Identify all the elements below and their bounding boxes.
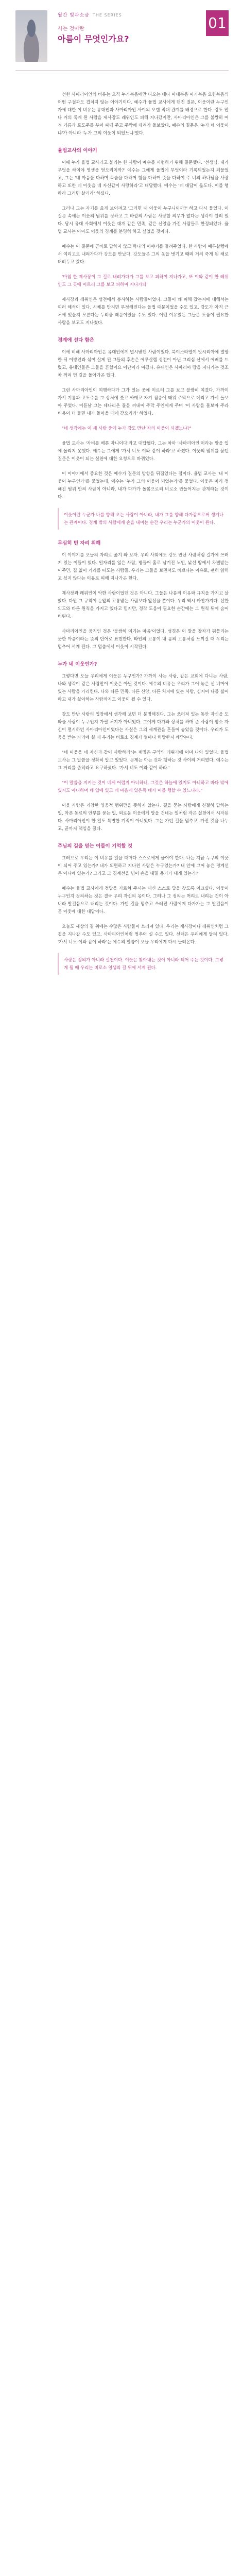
section-heading: 율법교사의 이야기 xyxy=(58,148,97,154)
body-paragraph: 이웃 사랑은 거창한 영웅적 행위만을 뜻하지 않는다. 길을 묻는 사람에게 친절히 답하는 일, 아픈 동료의 안부를 묻는 일, 외로운 이웃에게 말을 건네는 일처럼 작은 실천에서 시작된다. 사마리아인이 한 일도 특별한 기적이 아니었다. 그는 가던 길을 멈추고, 가진 것을 나누고, 끝까지 책임을 졌다. xyxy=(58,803,229,831)
section-heading: 경계에 선다 함은 xyxy=(58,337,94,343)
pull-quote: 이웃이란 누군가 나를 향해 오는 사람이 아니라, 내가 그를 향해 다가감으로써 생겨나는 관계이다. 경계 밖의 사람에게 손을 내미는 순간 우리는 누군가의 이웃이 된다. xyxy=(58,508,229,530)
body-paragraph: 오늘도 세상의 길 위에는 수많은 사람들이 쓰러져 있다. 우리는 제사장이나 레위인처럼 그 곁을 지나갈 수도 있고, 사마리아인처럼 멈추어 설 수도 있다. 선택은 우리에게 달려 있다. '가서 너도 이와 같이 하라'는 예수의 말씀이 오늘 우리에게 다시 들려온다. xyxy=(58,924,229,944)
body-paragraph: 사마리아인을 움직인 것은 '불쌍히 여기는 마음'이었다. 성경은 이 말을 창자가 뒤틀리는 듯한 아픔이라는 뜻의 단어로 표현한다. 타인의 고통이 내 몸의 고통처럼 느껴질 때 우리는 멈추어 서게 된다. 그 멈춤에서 이웃이 시작된다. xyxy=(58,629,229,649)
body-paragraph: 제사장과 레위인은 성전에서 봉사하는 사람들이었다. 그들이 왜 피해 갔는지에 대해서는 여러 해석이 있다. 시체를 만지면 부정해진다는 율법 때문이었을 수도 있고, 강도가 아직 근처에 있을지 모른다는 두려움 때문이었을 수도 있다. 어떤 이유였든 그들은 도움이 필요한 사람을 보고도 지나쳤다. xyxy=(58,297,229,325)
series-kicker xyxy=(58,11,197,18)
body-paragraph: 그런 사마리아인이 여행하다가 그가 있는 곳에 이르러 그를 보고 불쌍히 여겼다. 가까이 가서 기름과 포도주를 그 상처에 붓고 싸매고 자기 짐승에 태워 주막으로 데리고 가서 돌보아 주었다. 이튿날 그는 데나리온 둘을 꺼내어 주막 주인에게 주며 '이 사람을 돌보아 주라 비용이 더 들면 내가 돌아올 때에 갚으리라' 하였다. xyxy=(58,387,229,416)
body-paragraph: "네 이웃을 네 자신과 같이 사랑하라"는 계명은 구약의 레위기에 이미 나와 있었다. 율법 교사는 그 말씀을 정확히 알고 있었다. 문제는 아는 것과 행하는 것 사이의 거리였다. 예수는 그 거리를 좁히라고 요구하셨다. '가서 너도 이와 같이 하라.' xyxy=(58,750,229,770)
body-paragraph: 이에 비해 사마리아인은 유대인에게 멸시받던 사람이었다. 북이스라엘이 앗시리아에 멸망한 뒤 이방인과 섞여 살게 된 그들의 후손은 예루살렘 성전이 아닌 그리심 산에서 예배를 드렸고, 유대인들은 그들을 혼혈이요 이단이라 여겼다. 유대인은 사마리아 땅을 지나가는 것조차 꺼려 먼 길을 돌아가곤 했다. xyxy=(58,349,229,378)
body-paragraph: 예수는 이 질문에 곧바로 답하지 않고 하나의 이야기를 들려주었다. 한 사람이 예루살렘에서 여리고로 내려가다가 강도를 만났다. 강도들은 그의 옷을 벗기고 때려 거의 죽게 된 채로 버려두고 갔다. xyxy=(58,244,229,264)
body-paragraph: 강도 만난 사람의 입장에서 생각해 보면 더 분명해진다. 그는 쓰러져 있는 동안 자신을 도와줄 사람이 누구인지 가릴 처지가 아니었다. 그에게 다가와 상처를 싸매 준 사람이 평소 자신이 멸시하던 사마리아인이었다는 사실은 그의 세계관을 흔들어 놓았을 것이다. 우리가 도움을 받는 자리에 설 때 우리는 비로소 경계가 얼마나 허망한지 깨닫는다. xyxy=(58,711,229,740)
section-heading: 주님의 길을 믿는 이들이 기억할 것 xyxy=(58,843,133,849)
chapter-number-badge: 01 xyxy=(206,10,229,36)
body-paragraph: 그러나 그는 자기를 옳게 보이려고 '그러면 내 이웃이 누구니이까?' 하고 다시 물었다. 이 질문 속에는 이웃의 범위를 정하고 그 바깥의 사람은 사랑할 의무가 없다는 생각이 깔려 있다. 당시 유대 사회에서 이웃은 대개 같은 민족, 같은 신앙을 가진 사람들로 한정되었다. 율법 교사는 아마도 이웃의 경계를 분명히 하고 싶었을 것이다. xyxy=(58,206,229,234)
body-paragraph: 선한 사마리아인의 비유는 오직 누가복음에만 나오는 데다 마태복음 마가복음 요한복음의 어떤 구절과도 겹치지 않는 이야기이다. 예수가 율법 교사에게 던진 질문, 이웃이란 누구인가에 대한 이 비유는 유대인과 사마리아인 사이의 오랜 적대 관계를 배경으로 한다. 강도 만나 거의 죽게 된 사람을 제사장도 레위인도 피해 지나갔지만, 사마리아인은 그를 불쌍히 여겨 기름과 포도주를 부어 싸매 주고 주막에 데려가 돌보았다. 예수의 질문은 '누가 네 이웃이냐'가 아니라 '누가 그의 이웃이 되었느냐'였다. xyxy=(58,92,229,135)
header-titles xyxy=(58,11,197,44)
section-heading: 무심히 빈 자리 위해 xyxy=(58,540,101,546)
scripture-quote: '마침 한 제사장이 그 길로 내려가다가 그를 보고 피하여 지나가고, 또 이와 같이 한 레위인도 그 곳에 이르러 그를 보고 피하여 지나가되' xyxy=(58,274,229,287)
article-title: 아름이 무엇인가요? xyxy=(58,34,129,44)
section-heading: 누가 네 이웃인가? xyxy=(58,662,97,667)
series-label: THE SERIES xyxy=(93,13,122,18)
body-paragraph: 예수는 율법 교사에게 정답을 가르쳐 주시는 대신 스스로 답을 찾도록 이끄셨다. 이웃이 누구인지 정의하는 것은 결국 우리 자신의 몫이다. 그러나 그 정의는 머리로 내리는 것이 아니라 발걸음으로 내리는 것이다. 가던 길을 멈추고 쓰러진 사람에게 다가가는 그 발걸음이 곧 이웃에 대한 대답이다. xyxy=(58,886,229,914)
body-paragraph: 이 이야기에서 중요한 것은 예수가 질문의 방향을 뒤집었다는 점이다. 율법 교사는 '내 이웃이 누구인가'를 물었는데, 예수는 '누가 그의 이웃이 되었는가'를 물었다. 이웃은 미리 정해진 범위 안의 사람이 아니라, 내가 다가가 돌봄으로써 비로소 만들어지는 관계라는 것이다. xyxy=(58,471,229,499)
kicker-label: 월간 빛과소금 xyxy=(58,13,90,18)
article-body xyxy=(58,91,229,982)
body-paragraph: 그러므로 우리는 이 비유를 읽을 때마다 스스로에게 물어야 한다. 나는 지금 누구의 이웃이 되어 주고 있는가? 내가 외면하고 지나친 사람은 누구였는가? 내 안에 그어 놓은 경계선은 어디에 있는가? 그리고 그 경계선을 넘어 손을 내밀 용기가 내게 있는가? xyxy=(58,855,229,876)
body-paragraph: 율법 교사는 '자비를 베푼 자니이다'라고 대답했다. 그는 차마 '사마리아인'이라는 말을 입에 올리지 못했다. 예수는 그에게 '가서 너도 이와 같이 하라'고 하셨다. 이웃의 범위를 묻던 질문은 이웃이 되는 실천에 대한 요청으로 바뀌었다. xyxy=(58,440,229,461)
pull-quote: 사랑은 정의가 아니라 실천이다. 이웃은 찾아내는 것이 아니라 되어 주는 것이다. 그렇게 될 때 우리는 비로소 영생의 길 위에 서게 된다. xyxy=(58,953,229,975)
body-paragraph: 이 이야기를 오늘의 자리로 옮겨 와 보자. 우리 사회에도 강도 만난 사람처럼 길가에 쓰러져 있는 이들이 있다. 일자리를 잃은 사람, 병들어 홀로 남겨진 노인, 낯선 땅에서 차별받는 이주민, 집 없이 거리를 떠도는 사람들. 우리는 그들을 보면서도 바쁘다는 이유로, 괜히 얽히고 싶지 않다는 이유로 피해 지나가곤 한다. xyxy=(58,552,229,581)
header-divider xyxy=(15,70,229,71)
scripture-quote: "이 말씀을 지키는 것이 네게 어렵지 아니하니, 그것은 하늘에 있지도 아니하고 바다 밖에 있지도 아니하며 네 입에 있고 네 마음에 있은즉 네가 이를 행할 수 있느니라." xyxy=(58,780,229,793)
body-paragraph: 이때 누가 율법 교사라고 불리는 한 사람이 예수를 시험하기 위해 질문했다. '선생님, 내가 무엇을 하여야 영생을 얻으리이까?' 예수는 그에게 율법에 무엇이라 기록되었는지 되물었고, 그는 '네 마음을 다하며 목숨을 다하며 힘을 다하며 뜻을 다하여 주 너의 하나님을 사랑하고 또한 네 이웃을 네 자신같이 사랑하라'고 대답했다. 예수는 '네 대답이 옳도다. 이를 행하라 그러면 살리라' 하셨다. xyxy=(58,160,229,196)
article-header xyxy=(0,0,242,89)
body-paragraph: 그렇다면 오늘 우리에게 이웃은 누구인가? 가까이 사는 사람, 같은 교회에 다니는 사람, 나와 생각이 같은 사람만이 이웃은 아닐 것이다. 예수의 비유는 우리가 그어 놓은 선 너머에 있는 사람을 가리킨다. 나와 다른 민족, 다른 신앙, 다른 처지에 있는 사람, 심지어 나를 싫어하고 내가 싫어하는 사람까지도 이웃이 될 수 있다. xyxy=(58,673,229,702)
article-subtitle: 사는 것이란 xyxy=(58,26,84,32)
scripture-quote: "네 생각에는 이 세 사람 중에 누가 강도 만난 자의 이웃이 되겠느냐?" xyxy=(62,426,192,431)
author-photo xyxy=(15,10,47,62)
body-paragraph: 제사장과 레위인이 악한 사람이었던 것은 아니다. 그들은 나름의 이유와 규칙을 가지고 살았다. 다만 그 규칙이 눈앞의 고통받는 사람보다 앞섰을 뿐이다. 우리 역시 마찬가지다. 선한 의도와 바른 원칙을 가지고 있다고 믿지만, 정작 도움이 필요한 순간에는 그 원칙 뒤에 숨어 버린다. xyxy=(58,590,229,619)
